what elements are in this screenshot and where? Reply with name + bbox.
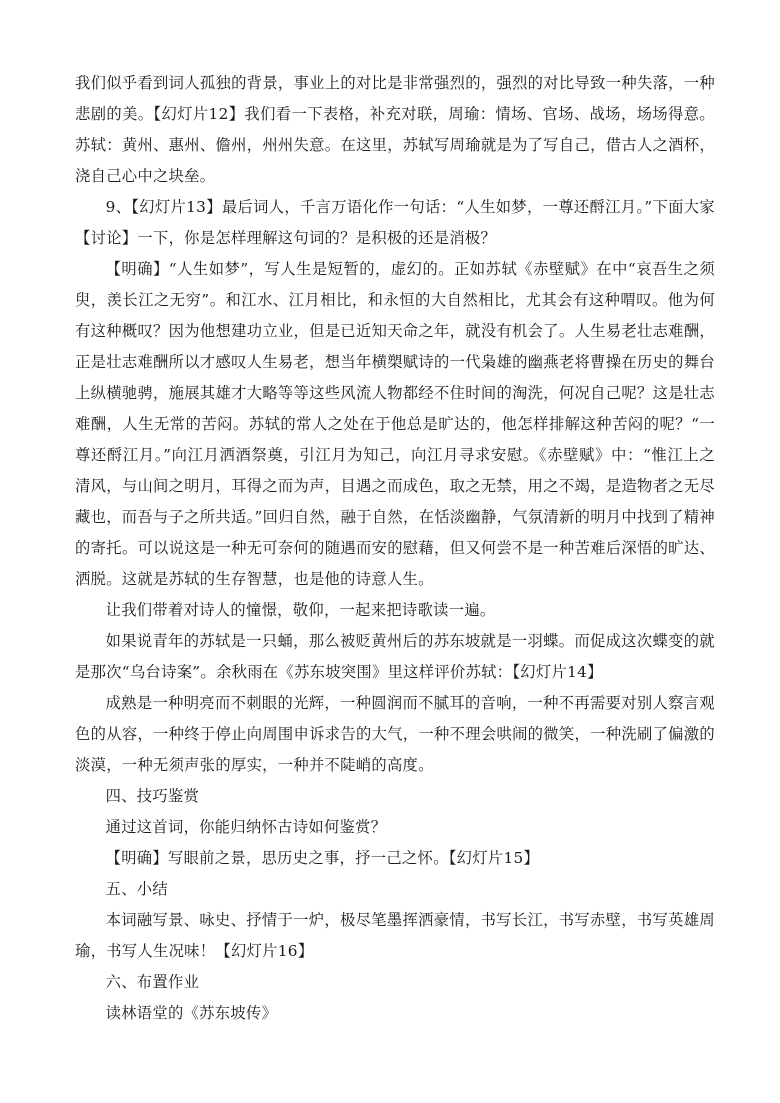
- section-heading-summary: 五、小结: [105, 880, 168, 898]
- paragraph-appreciation-question: 通过这首词，你能归纳怀古诗如何鉴赏？: [105, 818, 387, 836]
- paragraph-maturity-quote: 成熟是一种明亮而不刺眼的光辉，一种圆润而不腻耳的音响，一种不再需要对别人察言观色的从容，一种终于停止向周围申诉求告的大气，一种不理会哄闹的微笑，一种洗刷了偏激的淡漠，一种无须声张的厚实，一种并不陡峭的高度。: [75, 694, 715, 774]
- paragraph-ming-que-ren-sheng-ru-meng: 【明确】“人生如梦”，写人生是短暂的，虚幻的。正如苏轼《赤壁赋》在中“哀吾生之须臾，羡长江之无穷”。和江水、江月相比，和永恒的大自然相比，尤其会有这种喟叹。他为何有这种概叹？因为他想建功立业，但是已近知天命之年，就没有机会了。人生易老壮志难酬，正是壮志难酬所以才感叹人生易老，想当年横槊赋诗的一代枭雄的幽燕老将曹操在历史的舞台上纵横驰骋，施展其雄才大略等等这些风流人物都经不住时间的淘洗，何况自己呢？这是壮志难酬，人生无常的苦闷。苏轼的常人之处在于他总是旷达的，他怎样排解这种苦闷的呢？“一尊还酹江月。”向江月洒酒祭奠，引江月为知己，向江月寻求安慰。《赤壁赋》中：“惟江上之清风，与山间之明月，耳得之而为声，目遇之而成色，取之无禁，用之不竭，是造物者之无尽藏也，而吾与子之所共适。”回归自然，融于自然，在恬淡幽静，气氛清新的明月中找到了精神的寄托。可以说这是一种无可奈何的随遇而安的慰藉，但又何尝不是一种苦难后深悟的旷达、洒脱。这就是苏轼的生存智慧，也是他的诗意人生。: [75, 260, 715, 588]
- paragraph-summary: 本词融写景、咏史、抒情于一炉，极尽笔墨挥洒豪情，书写长江，书写赤壁，书写英雄周瑜，书写人生况味！【幻灯片16】: [75, 911, 715, 960]
- paragraph-butterfly-metaphor: 如果说青年的苏轼是一只蛹，那么被贬黄州后的苏东坡就是一羽蝶。而促成这次蝶变的就是那次“乌台诗案”。余秋雨在《苏东坡突围》里这样评价苏轼：【幻灯片14】: [75, 632, 715, 681]
- section-heading-skill-appreciation: 四、技巧鉴赏: [105, 787, 200, 805]
- paragraph-gu-du-bei-jing: 我们似乎看到词人孤独的背景，事业上的对比是非常强烈的，强烈的对比导致一种失落，一种悲剧的美。【幻灯片12】我们看一下表格，补充对联，周瑜：情场、官场、战场，场场得意。苏轼：黄州、惠州、儋州，州州失意。在这里，苏轼写周瑜就是为了写自己，借古人之酒杯，浇自己心中之块垒。: [75, 74, 715, 185]
- paragraph-read-poem: 让我们带着对诗人的憧憬，敬仰，一起来把诗歌读一遍。: [105, 601, 496, 619]
- paragraph-appreciation-answer: 【明确】写眼前之景，思历史之事，抒一己之怀。【幻灯片15】: [105, 849, 540, 867]
- section-heading-homework: 六、布置作业: [105, 973, 200, 991]
- document-body: [75, 68, 715, 1029]
- paragraph-item-9-discussion: 9、【幻灯片13】最后词人，千言万语化作一句话：“人生如梦，一尊还酹江月。”下面大家【讨论】一下，你是怎样理解这句词的？是积极的还是消极？: [75, 198, 715, 247]
- paragraph-homework: 读林语堂的《苏东坡传》: [105, 1004, 278, 1022]
